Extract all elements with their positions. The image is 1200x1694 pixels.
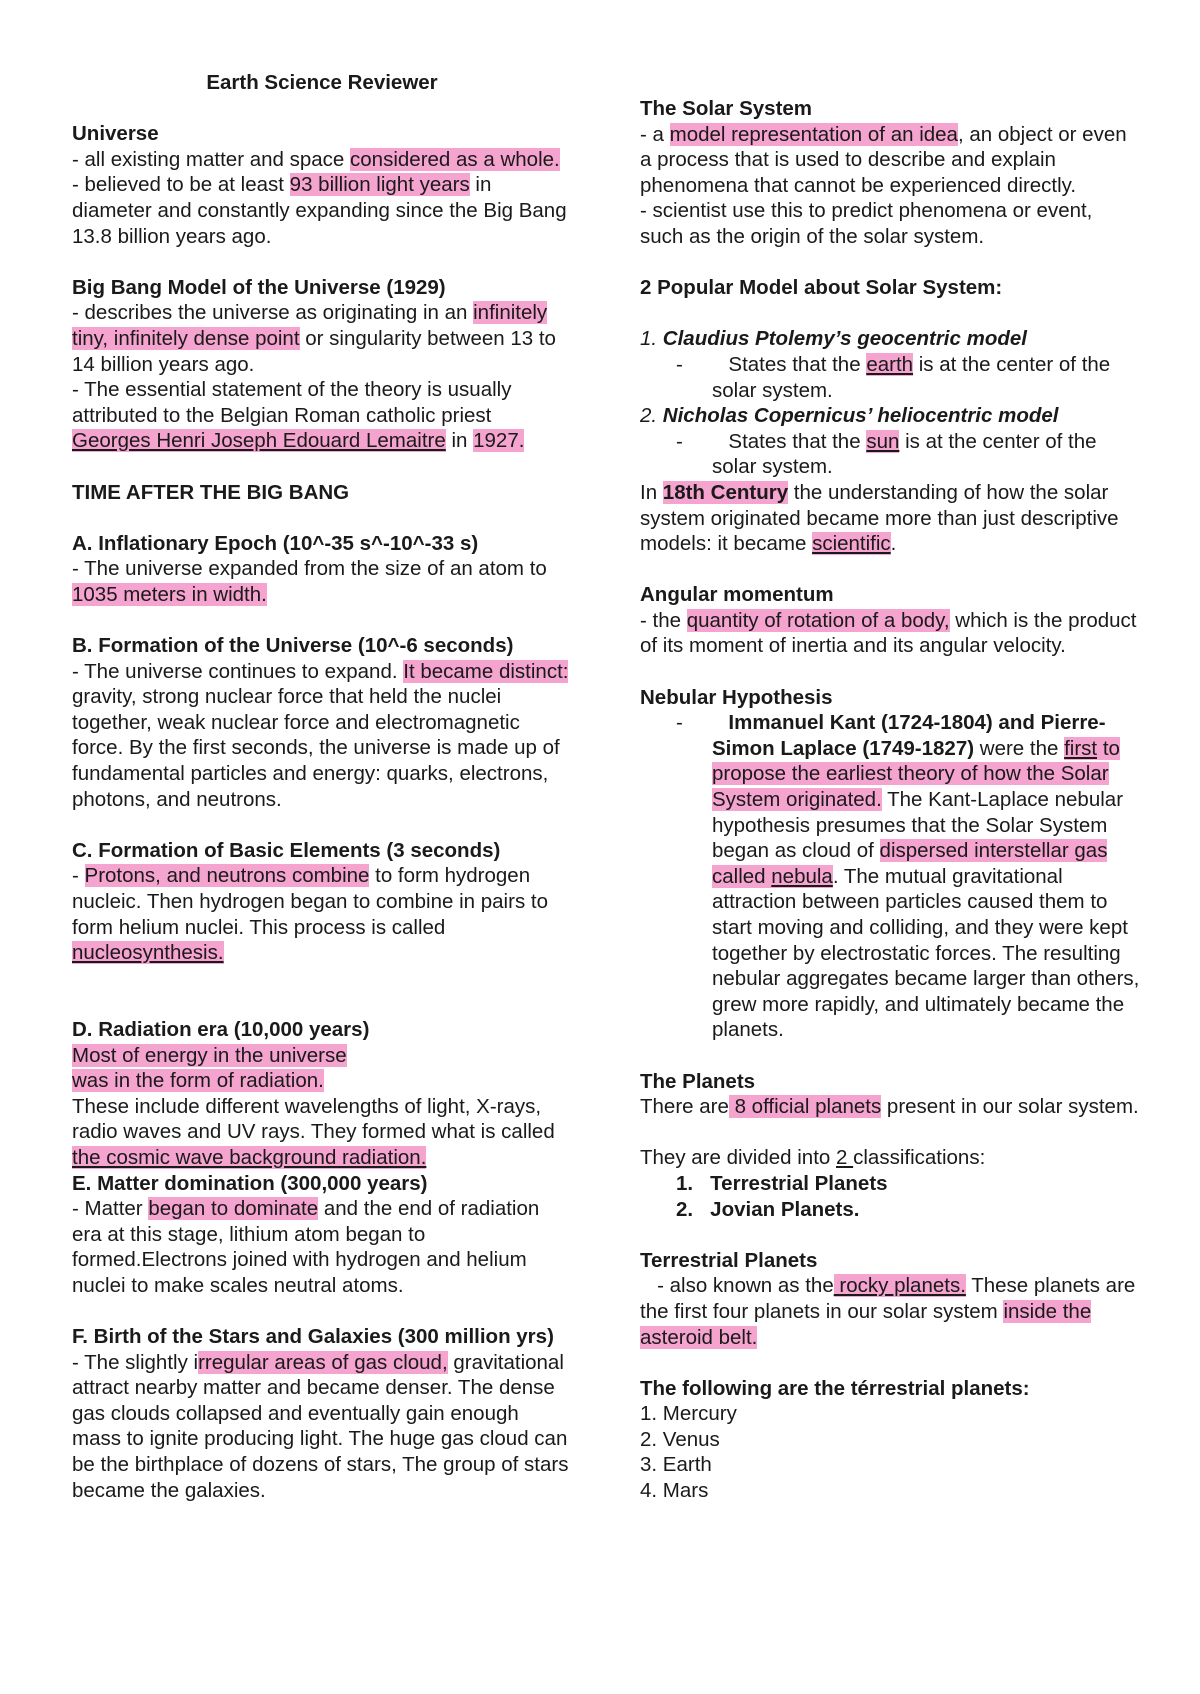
heading-c: C. Formation of Basic Elements (3 seconds)	[72, 838, 501, 862]
planets-text	[640, 1094, 1140, 1120]
model-1-title	[640, 326, 1140, 352]
text: which is the product of its moment of inertia and its angular velocity.	[640, 608, 1137, 658]
text: is at the center of the solar system.	[712, 352, 1111, 402]
highlight: nebula	[771, 864, 833, 888]
highlight: earth	[866, 352, 914, 376]
classification-2: 2. Jovian Planets.	[676, 1197, 860, 1221]
section-planets	[640, 1069, 1140, 1223]
terrestrial-text	[640, 1273, 1140, 1350]
section-big-bang	[72, 275, 572, 454]
text: .	[890, 532, 897, 556]
classification-1: 1. Terrestrial Planets	[676, 1171, 888, 1195]
heading-a: A. Inflationary Epoch (10^-35 s^-10^-33 s)	[72, 531, 479, 555]
highlight: rregular areas of gas cloud,	[198, 1350, 448, 1374]
text: classifications:	[853, 1146, 986, 1170]
highlight: scientific	[812, 532, 891, 556]
text: or singularity between 13 to 14 billion years ago.	[72, 326, 556, 376]
section-following	[640, 1376, 1140, 1504]
highlight-term: nucleosynthesis.	[72, 941, 224, 965]
a-text	[72, 556, 572, 607]
highlight-name: Georges Henri Joseph Edouard Lemaitre	[72, 429, 446, 453]
highlight: Most of energy in the universe	[72, 1043, 347, 1067]
text: -	[72, 864, 85, 888]
planets-divided	[640, 1145, 1140, 1171]
highlight: inside the asteroid belt.	[640, 1299, 1092, 1349]
heading-following: The following are the térrestrial planets:	[640, 1376, 1030, 1400]
highlight: to propose the earliest theory of how the Solar System originated.	[712, 736, 1120, 812]
heading-d: D. Radiation era (10,000 years)	[72, 1017, 370, 1041]
text: in diameter and constantly expanding since the Big Bang 13.8 billion years ago.	[72, 173, 567, 248]
list-number: 1.	[640, 327, 663, 351]
c-text	[72, 863, 572, 965]
text: the understanding of how the solar system originated became more than just descriptive models: it became	[640, 480, 1119, 556]
text: They are divided into	[640, 1146, 837, 1170]
d-hl-1	[72, 1043, 572, 1069]
highlight: It became distinct:	[403, 659, 569, 683]
section-terrestrial	[640, 1248, 1140, 1350]
text: gravitational attract nearby matter and became denser. The dense gas clouds collapsed and eventually gain enough mass to ignite producing light. The huge gas cloud can be the birthplace of dozens of stars, The group of stars became the galaxies.	[72, 1350, 569, 1502]
text: States that the	[728, 352, 867, 376]
text: These planets are the first four planets in our solar system	[640, 1274, 1136, 1323]
text: is at the center of the solar system.	[712, 429, 1097, 479]
section-universe	[72, 121, 572, 249]
text: There are	[640, 1095, 729, 1119]
heading-e: E. Matter domination (300,000 years)	[72, 1171, 428, 1195]
dash-bullet: -	[676, 711, 729, 735]
heading-solar-system: The Solar System	[640, 97, 813, 120]
text: in	[445, 429, 474, 453]
highlight: was in the form of radiation.	[72, 1069, 324, 1093]
angular-text	[640, 608, 1140, 659]
highlight: Protons, and neutrons combine	[84, 864, 370, 888]
highlight: dispersed interstellar gas called	[712, 839, 1108, 888]
heading-terrestrial: Terrestrial Planets	[640, 1248, 818, 1272]
text: present in our solar system.	[881, 1095, 1139, 1119]
highlight: 18th Century	[662, 480, 789, 504]
highlight: model representation of an idea	[669, 122, 958, 146]
nebular-text	[640, 710, 1140, 1043]
text: and the end of radiation era at this stage, lithium atom began to formed.Electrons joined with hydrogen and helium nuclei to make scales neutral atoms.	[72, 1197, 540, 1297]
section-a	[72, 531, 572, 608]
highlight: began to dominate	[148, 1197, 319, 1221]
d-text	[72, 1094, 572, 1171]
model-1-desc	[640, 352, 1140, 403]
solar-text-2: - scientist use this to predict phenomena or event, such as the origin of the solar system.	[640, 199, 1093, 248]
text: - the	[640, 608, 687, 632]
heading-time-after: TIME AFTER THE BIG BANG	[72, 480, 350, 504]
list-number: 2.	[640, 404, 663, 428]
text: - The slightly i	[72, 1350, 199, 1374]
bigbang-line-2	[72, 377, 572, 454]
model-2-desc	[640, 429, 1140, 480]
text: These include different wavelengths of light, X-rays, radio waves and UV rays. They formed what is called	[72, 1094, 555, 1144]
section-f	[72, 1324, 572, 1503]
text: - also known as the	[640, 1274, 834, 1298]
universe-line-1	[72, 147, 572, 173]
text: - The universe expanded from the size of an atom to	[72, 557, 547, 581]
model-title: Claudius Ptolemy’s geocentric model	[662, 327, 1027, 351]
section-models	[640, 275, 1140, 557]
spacer	[72, 991, 572, 1017]
model-2-title	[640, 403, 1140, 429]
text: 2	[836, 1146, 854, 1170]
right-column	[640, 96, 1140, 1504]
section-angular	[640, 582, 1140, 659]
highlight-term: the cosmic wave background radiation.	[72, 1145, 427, 1169]
heading-f: F. Birth of the Stars and Galaxies (300 million yrs)	[72, 1325, 554, 1349]
b-text	[72, 659, 572, 813]
text: - a	[640, 122, 670, 146]
text: - The essential statement of the theory is usually attributed to the Belgian Roman catholic priest	[72, 378, 512, 427]
highlight: 1035 meters in width.	[72, 582, 267, 606]
text: The Kant-Laplace nebular hypothesis presumes that the Solar System began as cloud of	[712, 788, 1124, 863]
dash-bullet: -	[676, 429, 729, 453]
highlight-year: 1927.	[473, 429, 525, 453]
list-item: 2. Venus	[640, 1427, 720, 1451]
text: - believed to be at least	[72, 173, 290, 197]
universe-line-2	[72, 172, 572, 249]
left-column	[72, 70, 572, 1503]
list-item: 3. Earth	[640, 1453, 712, 1477]
heading-big-bang: Big Bang Model of the Universe (1929)	[72, 275, 446, 299]
text: were the	[974, 736, 1065, 760]
highlight: infinitely tiny, infinitely dense point	[72, 301, 548, 350]
text: - all existing matter and space	[72, 147, 351, 171]
heading-b: B. Formation of the Universe (10^-6 seconds)	[72, 634, 514, 658]
text: . The mutual gravitational attraction between particles caused them to start moving and colliding, and they were kept together by electrostatic forces. The resulting nebular aggregates became larger than others, grew more rapidly, and ultimately became the planets.	[712, 864, 1140, 1042]
highlight: first	[1064, 736, 1098, 760]
text: gravity, strong nuclear force that held the nuclei together, weak nuclear force and electromagnetic force. By the first seconds, the universe is made up of fundamental particles and energy: quarks, electrons, photons, and neutrons.	[72, 685, 560, 811]
text: States that the	[728, 429, 867, 453]
heading-models: 2 Popular Model about Solar System:	[640, 276, 1003, 300]
highlight: rocky planets.	[833, 1274, 966, 1298]
text: to form hydrogen nucleic. Then hydrogen began to combine in pairs to form helium nuclei. This process is called	[72, 864, 548, 939]
highlight: 8 official planets	[728, 1095, 882, 1119]
list-item: 1. Mercury	[640, 1402, 737, 1426]
section-nebular	[640, 685, 1140, 1043]
highlight: considered as a whole.	[350, 147, 560, 171]
solar-text-1	[640, 122, 1140, 199]
dash-bullet: -	[676, 352, 729, 376]
e-text	[72, 1196, 572, 1298]
heading-planets: The Planets	[640, 1069, 756, 1093]
model-title: Nicholas Copernicus’ heliocentric model	[662, 404, 1059, 428]
section-d	[72, 1017, 572, 1171]
section-b	[72, 633, 572, 812]
heading-universe: Universe	[72, 122, 159, 146]
names: Immanuel Kant (1724-1804) and Pierre-Simon Laplace (1749-1827)	[712, 711, 1106, 760]
bigbang-line-1	[72, 300, 572, 377]
text: - The universe continues to expand.	[72, 659, 404, 683]
heading-nebular: Nebular Hypothesis	[640, 685, 833, 709]
text: - Matter	[72, 1197, 149, 1221]
document-title: Earth Science Reviewer	[206, 71, 438, 94]
text: In	[640, 480, 663, 504]
heading-angular: Angular momentum	[640, 583, 834, 607]
section-c	[72, 838, 572, 966]
section-solar-system	[640, 96, 1140, 250]
list-item: 4. Mars	[640, 1479, 709, 1503]
section-e	[72, 1171, 572, 1299]
text: , an object or even a process that is used to describe and explain phenomena that cannot be experienced directly.	[640, 122, 1127, 197]
d-hl-2	[72, 1068, 572, 1094]
text: - describes the universe as originating in an	[72, 301, 474, 325]
highlight: quantity of rotation of a body,	[686, 608, 950, 632]
century-text	[640, 480, 1140, 557]
highlight: sun	[866, 429, 900, 453]
highlight: 93 billion light years	[289, 173, 470, 197]
f-text	[72, 1350, 572, 1504]
